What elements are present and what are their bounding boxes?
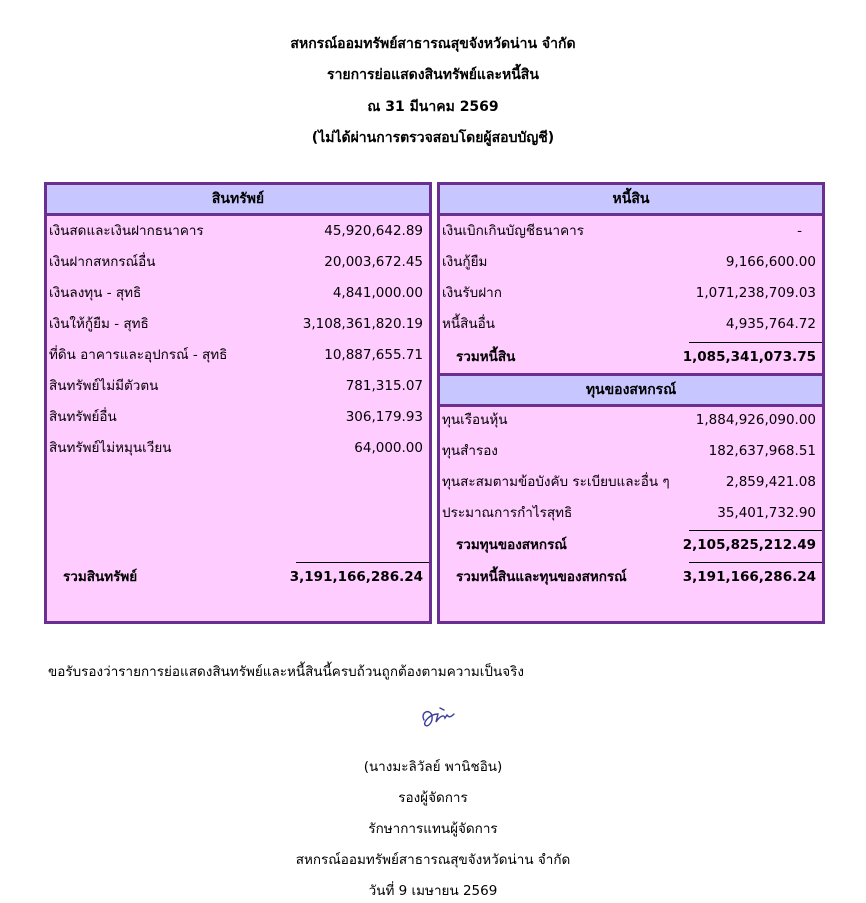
equity-label: ทุนเรือนหุ้น xyxy=(442,412,508,428)
assets-total-row xyxy=(47,562,429,593)
asset-row xyxy=(47,278,429,309)
signature-image xyxy=(414,700,464,736)
liability-row xyxy=(440,247,822,278)
signatory-position: รองผู้จัดการ xyxy=(398,790,468,806)
equity-value: 2,859,421.08 xyxy=(725,474,816,490)
asset-row xyxy=(47,402,429,433)
asset-row xyxy=(47,433,429,464)
asset-value: 781,315.07 xyxy=(345,378,423,394)
assets-total-label: รวมสินทรัพย์ xyxy=(63,569,138,585)
liability-value: - xyxy=(797,223,802,239)
equity-row xyxy=(440,436,822,467)
asset-row xyxy=(47,216,429,247)
liabilities-total-value: 1,085,341,073.75 xyxy=(682,349,816,365)
grand-total-label: รวมหนี้สินและทุนของสหกรณ์ xyxy=(456,569,627,585)
org-title: สหกรณ์ออมทรัพย์สาธารณสุขจังหวัดน่าน จำกัด xyxy=(290,36,576,52)
asset-value: 20,003,672.45 xyxy=(324,254,423,270)
liability-label: หนี้สินอื่น xyxy=(442,316,495,332)
equity-value: 35,401,732.90 xyxy=(717,505,816,521)
grand-total-value: 3,191,166,286.24 xyxy=(682,569,816,585)
equity-label: ทุนสะสมตามข้อบังคับ ระเบียบและอื่น ๆ xyxy=(442,474,670,490)
asset-row xyxy=(47,309,429,340)
equity-total-label: รวมทุนของสหกรณ์ xyxy=(456,537,567,553)
signatory-organization: สหกรณ์ออมทรัพย์สาธารณสุขจังหวัดน่าน จำกัด xyxy=(295,852,571,868)
equity-title: ทุนของสหกรณ์ xyxy=(440,373,822,407)
liability-value: 9,166,600.00 xyxy=(725,254,816,270)
asset-value: 64,000.00 xyxy=(354,440,423,456)
assets-total-value: 3,191,166,286.24 xyxy=(289,569,423,585)
liability-value: 1,071,238,709.03 xyxy=(695,285,816,301)
liability-row xyxy=(440,278,822,309)
asset-value: 4,841,000.00 xyxy=(332,285,423,301)
asset-value: 45,920,642.89 xyxy=(324,223,423,239)
asset-label: เงินให้กู้ยืม - สุทธิ xyxy=(49,316,149,332)
asset-label: เงินฝากสหกรณ์อื่น xyxy=(49,254,156,270)
liabilities-total-label: รวมหนี้สิน xyxy=(456,349,516,365)
asset-row xyxy=(47,247,429,278)
asset-value: 306,179.93 xyxy=(345,409,423,425)
liability-label: เงินเบิกเกินบัญชีธนาคาร xyxy=(442,223,584,239)
assets-title: สินทรัพย์ xyxy=(47,185,429,216)
liability-row xyxy=(440,216,822,247)
liability-label: เงินรับฝาก xyxy=(442,285,502,301)
asset-label: สินทรัพย์ไม่หมุนเวียน xyxy=(49,440,172,456)
signatory-name: (นางมะลิวัลย์ พานิชอิน) xyxy=(363,759,503,775)
audit-note: (ไม่ได้ผ่านการตรวจสอบโดยผู้สอบบัญชี) xyxy=(311,130,555,146)
equity-total-value: 2,105,825,212.49 xyxy=(682,537,816,553)
asset-label: สินทรัพย์ไม่มีตัวตน xyxy=(49,378,159,394)
equity-row xyxy=(440,405,822,436)
signatory-acting: รักษาการแทนผู้จัดการ xyxy=(368,821,498,837)
asset-label: ที่ดิน อาคารและอุปกรณ์ - สุทธิ xyxy=(49,347,228,363)
liability-row xyxy=(440,309,822,340)
equity-value: 182,637,968.51 xyxy=(708,443,816,459)
asset-label: สินทรัพย์อื่น xyxy=(49,409,117,425)
certification-text: ขอรับรองว่ารายการย่อแสดงสินทรัพย์และหนี้สินนี้ครบถ้วนถูกต้องตามความเป็นจริง xyxy=(48,664,524,680)
liabilities-title: หนี้สิน xyxy=(440,185,822,216)
liability-value: 4,935,764.72 xyxy=(725,316,816,332)
asset-label: เงินลงทุน - สุทธิ xyxy=(49,285,142,301)
asset-value: 3,108,361,820.19 xyxy=(302,316,423,332)
asset-value: 10,887,655.71 xyxy=(324,347,423,363)
equity-label: ประมาณการกำไรสุทธิ xyxy=(442,505,573,521)
equity-value: 1,884,926,090.00 xyxy=(695,412,816,428)
liability-label: เงินกู้ยืม xyxy=(442,254,488,270)
asset-label: เงินสดและเงินฝากธนาคาร xyxy=(49,223,204,239)
equity-label: ทุนสำรอง xyxy=(442,443,498,459)
report-date: ณ 31 มีนาคม 2569 xyxy=(367,99,499,115)
signatory-date: วันที่ 9 เมษายน 2569 xyxy=(368,883,498,899)
equity-row xyxy=(440,467,822,498)
equity-total-row xyxy=(440,530,822,561)
asset-row xyxy=(47,340,429,371)
report-title: รายการย่อแสดงสินทรัพย์และหนี้สิน xyxy=(327,67,539,83)
equity-row xyxy=(440,498,822,529)
asset-row xyxy=(47,371,429,402)
assets-panel xyxy=(44,182,432,624)
liabilities-total-row xyxy=(440,342,822,373)
grand-total-row xyxy=(440,562,822,593)
liabilities-panel xyxy=(437,182,825,624)
